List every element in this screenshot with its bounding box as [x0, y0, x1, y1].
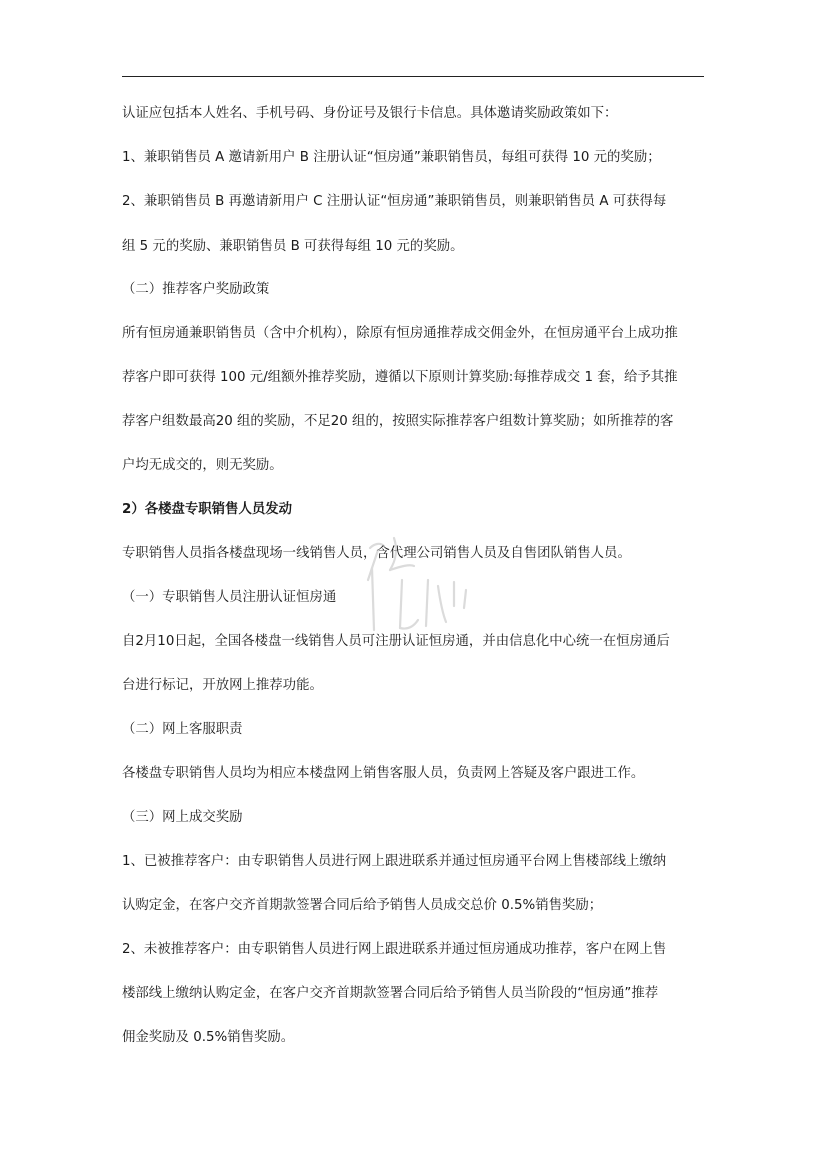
watermark-strokes [368, 538, 466, 630]
section-heading: （三）网上成交奖励 [122, 810, 243, 825]
paragraph-line: 荐客户组数最高20 组的奖励，不足20 组的，按照实际推荐客户组数计算奖励；如所推荐的客 [122, 414, 674, 429]
paragraph-line: 2、兼职销售员 B 再邀请新用户 C 注册认证“恒房通”兼职销售员，则兼职销售员 A 可获得每 [122, 194, 667, 209]
paragraph-line: 2、未被推荐客户：由专职销售人员进行网上跟进联系并通过恒房通成功推荐，客户在网上售 [122, 942, 667, 957]
header-rule [122, 76, 704, 77]
paragraph-line: 荐客户即可获得 100 元/组额外推荐奖励，遵循以下原则计算奖励:每推荐成交 1 套，给予其推 [122, 370, 678, 385]
section-heading: （二）推荐客户奖励政策 [122, 282, 270, 297]
paragraph-line: 户均无成交的，则无奖励。 [122, 458, 283, 473]
section-heading: （二）网上客服职责 [122, 722, 243, 737]
section-heading: （一）专职销售人员注册认证恒房通 [122, 590, 337, 605]
paragraph-line: 自2月10日起，全国各楼盘一线销售人员可注册认证恒房通，并由信息化中心统一在恒房通后 [122, 634, 670, 649]
paragraph-line: 楼部线上缴纳认购定金，在客户交齐首期款签署合同后给予销售人员当阶段的“恒房通”推荐 [122, 986, 659, 1001]
paragraph-line: 台进行标记，开放网上推荐功能。 [122, 678, 323, 693]
section-heading-bold: 2）各楼盘专职销售人员发动 [122, 502, 293, 517]
paragraph-line: 组 5 元的奖励、兼职销售员 B 可获得每组 10 元的奖励。 [122, 239, 464, 254]
paragraph-line: 1、已被推荐客户：由专职销售人员进行网上跟进联系并通过恒房通平台网上售楼部线上缴纳 [122, 854, 667, 869]
paragraph-line: 认购定金，在客户交齐首期款签署合同后给予销售人员成交总价 0.5%销售奖励； [122, 898, 603, 913]
paragraph-line: 专职销售人员指各楼盘现场一线销售人员，含代理公司销售人员及自售团队销售人员。 [122, 546, 631, 561]
paragraph-line: 佣金奖励及 0.5%销售奖励。 [122, 1030, 295, 1045]
paragraph-line: 认证应包括本人姓名、手机号码、身份证号及银行卡信息。具体邀请奖励政策如下： [122, 106, 618, 121]
signature-watermark [350, 520, 490, 650]
paragraph-line: 1、兼职销售员 A 邀请新用户 B 注册认证“恒房通”兼职销售员，每组可获得 10 元的奖励； [122, 150, 661, 165]
paragraph-line: 各楼盘专职销售人员均为相应本楼盘网上销售客服人员，负责网上答疑及客户跟进工作。 [122, 766, 645, 781]
paragraph-line: 所有恒房通兼职销售员（含中介机构），除原有恒房通推荐成交佣金外，在恒房通平台上成功推 [122, 326, 678, 341]
